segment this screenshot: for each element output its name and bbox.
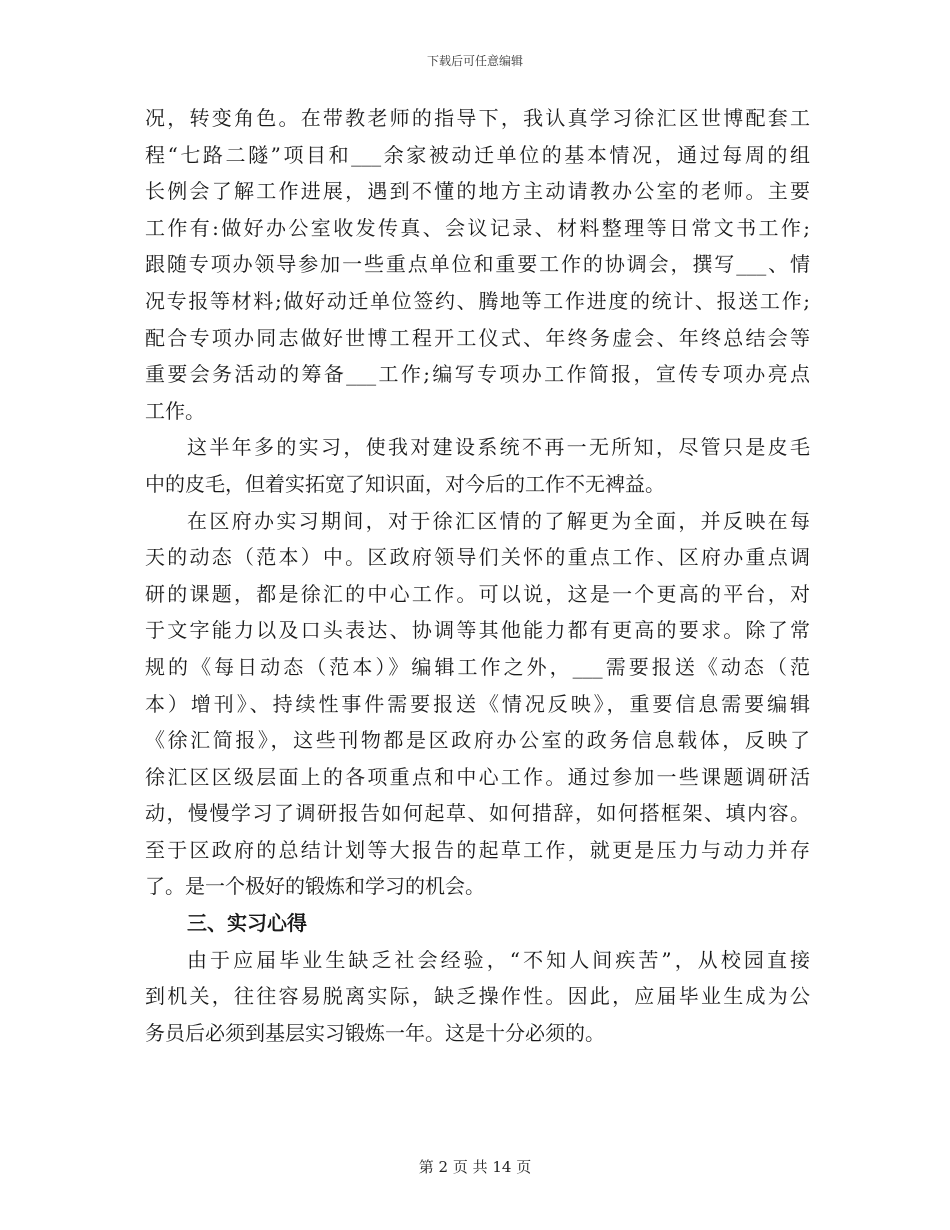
text-line: 务员后必须到基层实习锻炼一年。这是十分必须的。 [145,1020,605,1045]
page-footer: 第 2 页 共 14 页 [418,1158,532,1176]
text-line: 《徐汇简报》，这些刊物都是区政府办公室的政务信息载体，反映了 [145,728,810,753]
text-line: 程“七路二隧”项目和___余家被动迁单位的基本情况，通过每周的组 [145,142,810,167]
text-line: 这半年多的实习，使我对建设系统不再一无所知，尽管只是皮毛 [187,435,810,460]
text-line: 工作有:做好办公室收发传真、会议记录、材料整理等日常文书工作; [145,215,810,240]
text-line: 况，转变角色。在带教老师的指导下，我认真学习徐汇区世博配套工 [145,106,810,130]
text-line: 由于应届毕业生缺乏社会经验，“不知人间疾苦”，从校园直接 [187,947,810,972]
text-line: 本）增刊》、持续性事件需要报送《情况反映》，重要信息需要编辑 [145,691,810,716]
text-line: 重要会务活动的筹备___工作;编写专项办工作简报，宣传专项办亮点 [145,362,810,387]
text-line: 至于区政府的总结计划等大报告的起草工作，就更是压力与动力并存 [145,837,810,862]
text-line: 配合专项办同志做好世博工程开工仪式、年终务虚会、年终总结会等 [145,325,810,350]
section-heading: 三、实习心得 [187,911,307,936]
text-line: 况专报等材料;做好动迁单位签约、腾地等工作进度的统计、报送工作; [145,288,810,313]
text-line: 到机关，往往容易脱离实际，缺乏操作性。因此，应届毕业生成为公 [145,984,810,1009]
text-line: 长例会了解工作进展，遇到不懂的地方主动请教办公室的老师。主要 [145,179,810,204]
text-line: 跟随专项办领导参加一些重点单位和重要工作的协调会，撰写___、情 [145,252,810,277]
text-line: 研的课题，都是徐汇的中心工作。可以说，这是一个更高的平台，对 [145,581,810,606]
text-line: 徐汇区区级层面上的各项重点和中心工作。通过参加一些课题调研活 [145,764,810,789]
paragraph [145,100,810,429]
paragraph [145,429,810,502]
text-line: 在区府办实习期间，对于徐汇区情的了解更为全面，并反映在每 [187,508,810,533]
text-line: 工作。 [145,398,205,423]
text-line: 了。是一个极好的锻炼和学习的机会。 [145,874,485,899]
document-body [145,100,810,1051]
text-line: 天的动态（范本）中。区政府领导们关怀的重点工作、区府办重点调 [145,545,810,570]
paragraph [145,503,810,906]
text-line: 动，慢慢学习了调研报告如何起草、如何措辞，如何搭框架、填内容。 [145,801,810,826]
text-line: 于文字能力以及口头表达、协调等其他能力都有更高的要求。除了常 [145,618,810,643]
paragraph [145,942,810,1052]
text-line: 规的《每日动态（范本）》编辑工作之外，___需要报送《动态（范 [145,654,810,679]
text-line: 中的皮毛，但着实拓宽了知识面，对今后的工作不无裨益。 [145,471,665,496]
page-header: 下载后可任意编辑 [426,54,523,68]
